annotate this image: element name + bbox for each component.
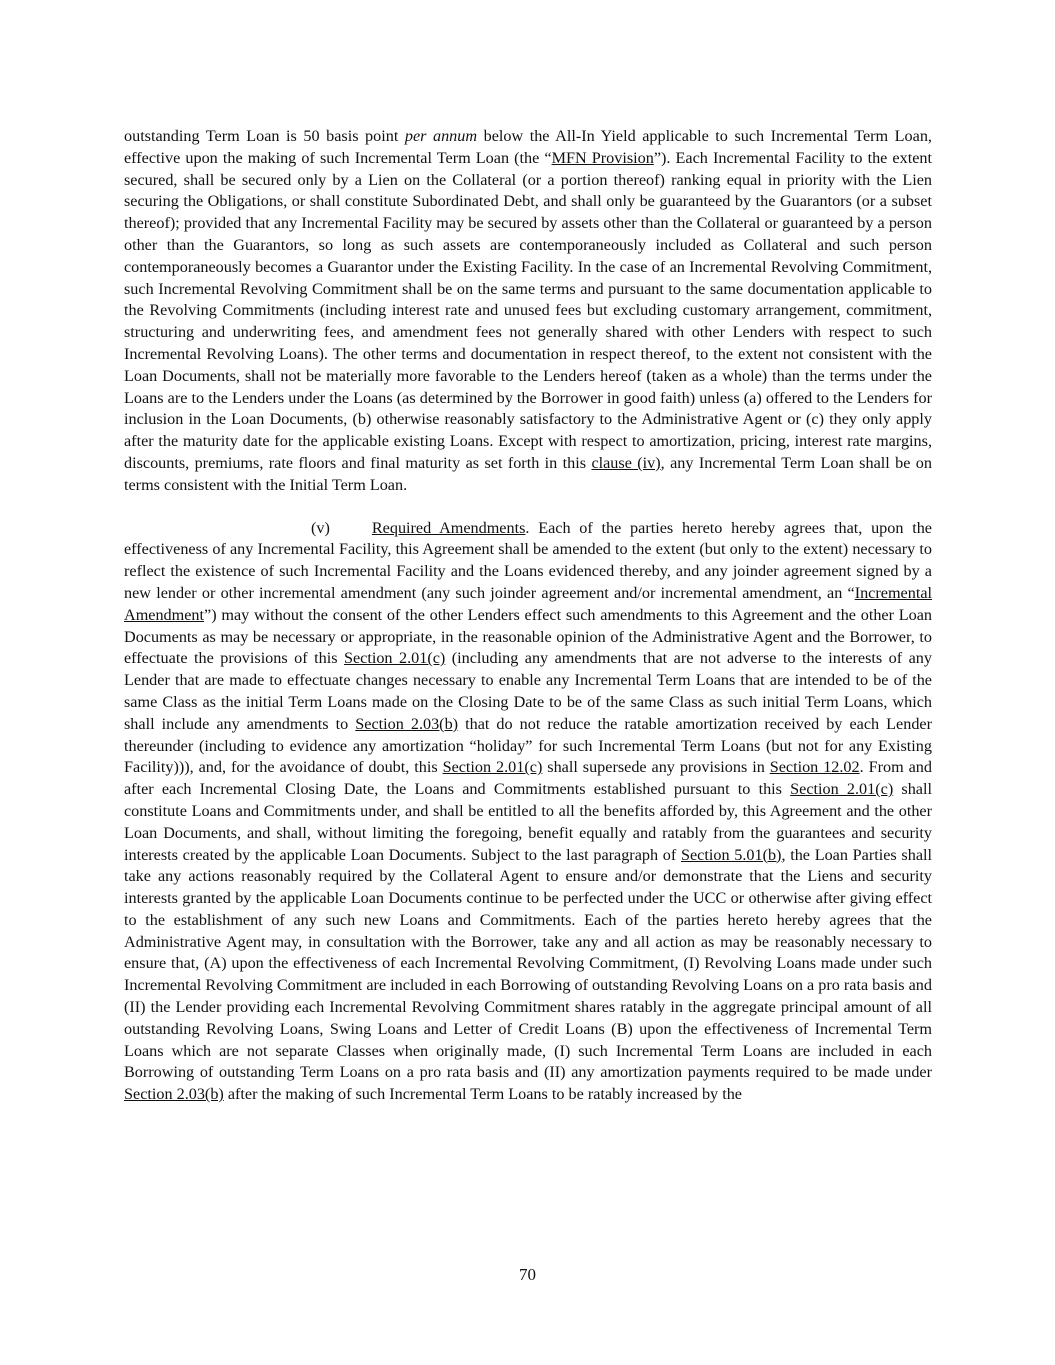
text-run: , any Incremental Term Loan shall be on terms consistent with the Initial Term Loan. bbox=[124, 453, 932, 494]
page-number: 70 bbox=[519, 1265, 536, 1284]
paragraph-required-amendments bbox=[124, 518, 932, 1107]
text-run: that do not reduce the ratable amortization received by each Lender thereunder (including to evidence any amortization “holiday” for such Incremental Term Loans (but not for any Existing Facility))), and, for the avoidance of doubt, this bbox=[124, 714, 932, 777]
text-run: shall constitute Loans and Commitments under, and shall be entitled to all the benefits afforded by, this Agreement and the other Loan Documents, and shall, without limiting the foregoing, benefit equally and ratably from the guarantees and security interests created by the applicable Loan Documents. Subject to the last paragraph of bbox=[124, 780, 932, 864]
section-heading-required-amendments: Required Amendments bbox=[371, 518, 526, 537]
cross-reference-section-2-01c: Section 2.01(c) bbox=[442, 758, 543, 777]
text-run: ”) may without the consent of the other Lenders effect such amendments to this Agreement and the other Loan Documents as may be necessary or appropriate, in the reasonable opinion of the Administrative Agent and the Borrower, to effectuate the provisions of this bbox=[124, 605, 932, 668]
text-run: . From and after each Incremental Closing Date, the Loans and Commitments established pursuant to this bbox=[124, 758, 932, 799]
text-run: . Each of the parties hereto hereby agrees that, upon the effectiveness of any Incremental Facility, this Agreement shall be amended to the extent (but only to the extent) necessary to reflect the existence of such Incremental Facility and the Loans evidenced thereby, and any joinder agreement signed by a new lender or other incremental amendment (any such joinder agreement and/or incremental amendment, an “ bbox=[124, 518, 932, 602]
text-run: shall supersede any provisions in bbox=[542, 758, 770, 777]
cross-reference-section-5-01b: Section 5.01(b) bbox=[680, 845, 782, 864]
document-page bbox=[124, 126, 932, 1106]
text-run: below the All-In Yield applicable to such Incremental Term Loan, effective upon the making of such Incremental Term Loan (the “ bbox=[124, 127, 932, 167]
defined-term-incremental-amendment: Incremental Amendment bbox=[124, 583, 932, 624]
clause-label: (v) bbox=[311, 518, 330, 537]
cross-reference-section-12-02: Section 12.02 bbox=[769, 758, 860, 777]
cross-reference-section-2-01c: Section 2.01(c) bbox=[343, 649, 446, 668]
paragraph-incremental-facility-terms bbox=[124, 126, 932, 497]
defined-term-mfn-provision: MFN Provision bbox=[551, 148, 654, 167]
text-run: (including any amendments that are not adverse to the interests of any Lender that are made to effectuate changes necessary to enable any Incremental Term Loans that are intended to be of the same Class as the initial Term Loans made on the Closing Date to be of the same Class as such initial Term Loans, which shall include any amendments to bbox=[124, 649, 932, 733]
text-run: after the making of such Incremental Term Loans to be ratably increased by the bbox=[223, 1085, 742, 1104]
text-run: outstanding Term Loan is 50 basis point bbox=[124, 127, 405, 145]
cross-reference-section-2-03b: Section 2.03(b) bbox=[124, 1085, 224, 1104]
text-run: ”). Each Incremental Facility to the extent secured, shall be secured only by a Lien on the Collateral (or a portion thereof) ranking equal in priority with the Lien securing the Obligations, or shall constitute Subordinated Debt, and shall only be guaranteed by the Guarantors (or a subset thereof); provided that any Incremental Facility may be secured by assets other than the Collateral or guaranteed by a person other than the Guarantors, so long as such assets are contemporaneously included as Collateral and such person contemporaneously becomes a Guarantor under the Existing Facility. In the case of an Incremental Revolving Commitment, such Incremental Revolving Commitment shall be on the same terms and pursuant to the same documentation applicable to the Revolving Commitments (including interest rate and unused fees but excluding customary arrangement, commitment, structuring and underwriting fees, and amendment fees not generally shared with other Lenders with respect to such Incremental Revolving Loans). The other terms and documentation in respect thereof, to the extent not consistent with the Loan Documents, shall not be materially more favorable to the Lenders hereof (taken as a whole) than the terms under the Loans are to the Lenders under the Loans (as determined by the Borrower in good faith) unless (a) offered to the Lenders for inclusion in the Loan Documents, (b) otherwise reasonably satisfactory to the Administrative Agent or (c) they only apply after the maturity date for the applicable existing Loans. Except with respect to amortization, pricing, interest rate margins, discounts, premiums, rate floors and final maturity as set forth in this bbox=[124, 148, 932, 472]
cross-reference-clause-iv: clause (iv) bbox=[591, 453, 661, 472]
text-run: , the Loan Parties shall take any actions reasonably required by the Collateral Agent to ensure and/or demonstrate that the Liens and security interests granted by the applicable Loan Documents continue to be perfected under the UCC or otherwise after giving effect to the establishment of any such new Loans and Commitments. Each of the parties hereto hereby agrees that the Administrative Agent may, in consultation with the Borrower, take any and all action as may be reasonably necessary to ensure that, (A) upon the effectiveness of each Incremental Revolving Commitment, (I) Revolving Loans made under such Incremental Revolving Commitment are included in each Borrowing of outstanding Revolving Loans on a pro rata basis and (II) the Lender providing each Incremental Revolving Commitment shares ratably in the aggregate principal amount of all outstanding Revolving Loans, Swing Loans and Letter of Credit Loans (B) upon the effectiveness of Incremental Term Loans which are not separate Classes when originally made, (I) such Incremental Term Loans are included in each Borrowing of outstanding Term Loans on a pro rata basis and (II) any amortization payments required to be made under bbox=[124, 845, 932, 1082]
cross-reference-section-2-01c: Section 2.01(c) bbox=[790, 780, 894, 799]
cross-reference-section-2-03b: Section 2.03(b) bbox=[355, 714, 459, 733]
emphasis-per-annum: per annum bbox=[404, 127, 478, 145]
